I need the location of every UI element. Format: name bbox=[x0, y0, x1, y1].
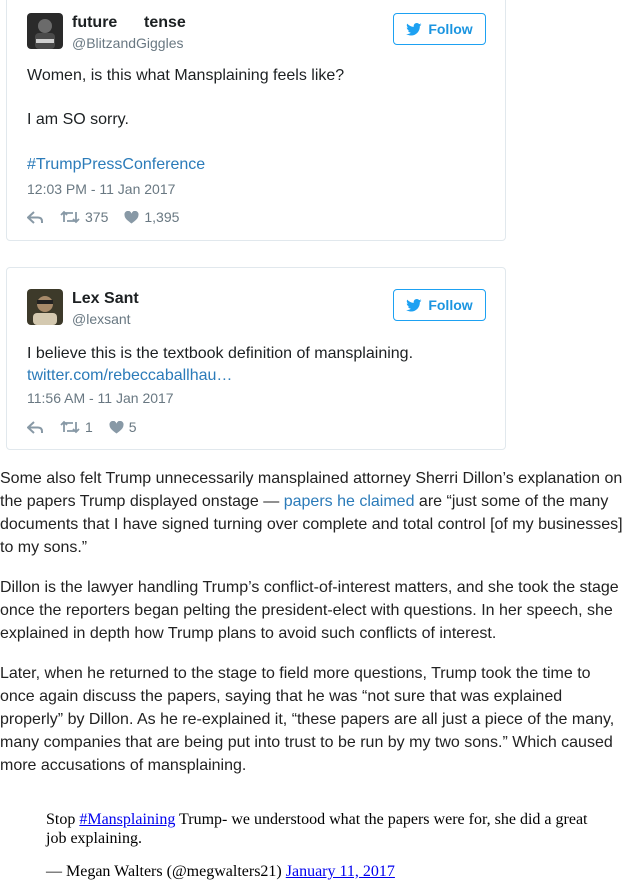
article-line: more accusations of mansplaining. bbox=[0, 757, 247, 774]
tweet-card bbox=[6, 267, 506, 450]
twitter-bird-icon bbox=[406, 23, 422, 36]
article-paragraph bbox=[0, 467, 642, 559]
tweet-text-line: I believe this is the textbook definition of mansplaining. bbox=[27, 345, 414, 362]
tweet-card bbox=[6, 0, 506, 241]
retweet-icon bbox=[60, 210, 80, 224]
papers-link[interactable]: papers he claimed bbox=[283, 493, 415, 510]
retweet-action[interactable] bbox=[60, 209, 108, 225]
retweet-count: 1 bbox=[85, 419, 93, 435]
retweet-action[interactable] bbox=[60, 419, 93, 435]
article-paragraph bbox=[0, 662, 642, 777]
article-line: properly” by Dillon. As he re-explained it, “these papers are all just a piece of the many, bbox=[0, 711, 615, 728]
follow-label: Follow bbox=[428, 21, 473, 37]
article-line: many companies that are being put into trust to be run by my two sons.” Which caused bbox=[0, 734, 613, 751]
embedded-tweet-text: Stop #Mansplaining Trump- we understood what the papers were for, she did a great bbox=[46, 811, 588, 828]
author-name[interactable]: Lex Sant bbox=[72, 290, 139, 307]
avatar[interactable] bbox=[27, 289, 63, 325]
tweet-timestamp[interactable]: 11:56 AM - 11 Jan 2017 bbox=[27, 390, 174, 406]
article-line: once the reporters began pelting the president-elect with questions. In her speech, she bbox=[0, 602, 613, 619]
article-line: to my sons.” bbox=[0, 539, 88, 556]
tweet-date-link[interactable]: January 11, 2017 bbox=[285, 863, 395, 880]
tweet-link[interactable]: twitter.com/rebeccaballhau… bbox=[27, 367, 233, 384]
embedded-tweet-quote bbox=[46, 810, 606, 881]
avatar[interactable] bbox=[27, 13, 63, 49]
tweet-text-line: Women, is this what Mansplaining feels like? bbox=[27, 67, 345, 84]
tweet-actions bbox=[27, 419, 153, 435]
like-count: 1,395 bbox=[144, 209, 180, 225]
retweet-icon bbox=[60, 420, 80, 434]
like-count: 5 bbox=[128, 419, 137, 435]
follow-button[interactable] bbox=[393, 13, 486, 45]
author-handle[interactable]: @lexsant bbox=[72, 311, 131, 327]
twitter-bird-icon bbox=[406, 299, 422, 312]
embedded-tweet-attribution: — Megan Walters (@megwalters21) January 11, 2017 bbox=[46, 863, 395, 880]
hashtag-link[interactable]: #TrumpPressConference bbox=[27, 156, 206, 173]
mansplaining-hashtag-link[interactable]: #Mansplaining bbox=[79, 811, 176, 828]
tweet-actions bbox=[27, 209, 195, 225]
author-name[interactable]: future tense bbox=[72, 14, 186, 31]
follow-label: Follow bbox=[428, 297, 473, 313]
reply-icon bbox=[27, 421, 44, 434]
follow-button[interactable] bbox=[393, 289, 486, 321]
article-paragraph bbox=[0, 576, 642, 645]
reply-action[interactable] bbox=[27, 421, 44, 434]
article-line: the papers Trump displayed onstage — papers he claimed are “just some of the many bbox=[0, 493, 609, 510]
like-action[interactable] bbox=[109, 419, 137, 435]
article-line: Later, when he returned to the stage to field more questions, Trump took the time to bbox=[0, 665, 591, 682]
article-line: Some also felt Trump unnecessarily mansplained attorney Sherri Dillon’s explanation on bbox=[0, 470, 623, 487]
retweet-count: 375 bbox=[85, 209, 109, 225]
reply-icon bbox=[27, 211, 44, 224]
embedded-tweet-text-line2: job explaining. bbox=[46, 830, 142, 847]
article-line: explained in depth how Trump plans to avoid such conflicts of interest. bbox=[0, 625, 497, 642]
heart-icon bbox=[124, 211, 139, 224]
reply-action[interactable] bbox=[27, 211, 44, 224]
author-handle[interactable]: @BlitzandGiggles bbox=[72, 35, 184, 51]
article-line: Dillon is the lawyer handling Trump’s conflict-of-interest matters, and she took the stage bbox=[0, 579, 619, 596]
like-action[interactable] bbox=[124, 209, 179, 225]
article-line: documents that I have signed turning over complete and total control [of my businesses] bbox=[0, 516, 623, 533]
heart-icon bbox=[109, 421, 124, 434]
tweet-timestamp[interactable]: 12:03 PM - 11 Jan 2017 bbox=[27, 181, 176, 197]
tweet-text-line: I am SO sorry. bbox=[27, 111, 129, 128]
article-line: once again discuss the papers, saying that he was “not sure that was explained bbox=[0, 688, 563, 705]
